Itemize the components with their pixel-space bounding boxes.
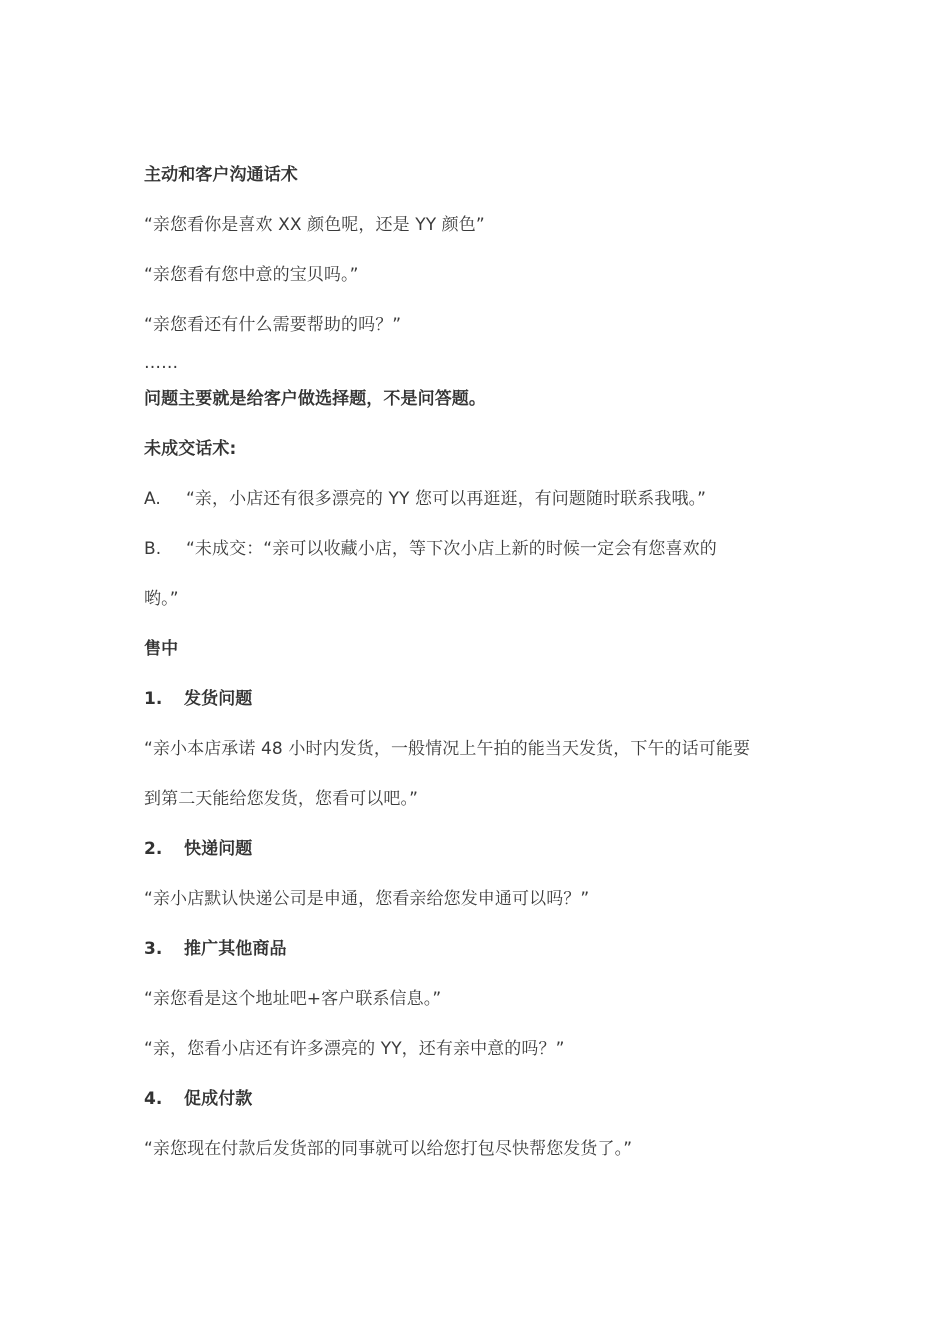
proactive-line: “亲您看你是喜欢 XX 颜色呢，还是 YY 颜色” — [144, 215, 485, 235]
list-item-text: “未成交：“亲可以收藏小店，等下次小店上新的时候一定会有您喜欢的 — [186, 539, 717, 559]
section-title: 促成付款 — [184, 1089, 253, 1109]
section-title: 推广其他商品 — [184, 939, 287, 959]
list-marker: A. — [144, 489, 161, 509]
section-heading-courier — [144, 838, 252, 860]
section-heading-payment — [144, 1088, 252, 1110]
section-number: 2. — [144, 839, 163, 859]
heading-no-deal: 未成交话术: — [144, 439, 237, 459]
proactive-line: “亲您看有您中意的宝贝吗。” — [144, 265, 359, 285]
heading-in-sale: 售中 — [144, 639, 179, 659]
no-deal-item-a — [144, 488, 706, 510]
section-line: “亲您现在付款后发货部的同事就可以给您打包尽快帮您发货了。” — [144, 1139, 633, 1159]
section-line: “亲您看是这个地址吧+客户联系信息。” — [144, 989, 442, 1009]
no-deal-item-b-continuation: 哟。” — [144, 589, 179, 609]
section-number: 4. — [144, 1089, 163, 1109]
proactive-line: “亲您看还有什么需要帮助的吗？” — [144, 315, 402, 335]
section-line: “亲小本店承诺 48 小时内发货，一般情况上午拍的能当天发货，下午的话可能要 — [144, 739, 751, 759]
list-item-text: “亲，小店还有很多漂亮的 YY 您可以再逛逛，有问题随时联系我哦。” — [186, 489, 707, 509]
list-marker: B. — [144, 539, 162, 559]
section-title: 发货问题 — [184, 689, 253, 709]
section-line: “亲小店默认快递公司是申通，您看亲给您发申通可以吗？” — [144, 889, 590, 909]
section-title: 快递问题 — [184, 839, 253, 859]
section-heading-promotion — [144, 938, 287, 960]
section-line: 到第二天能给您发货，您看可以吧。” — [144, 789, 419, 809]
proactive-summary: 问题主要就是给客户做选择题，不是问答题。 — [144, 389, 486, 409]
no-deal-item-b — [144, 538, 717, 560]
heading-proactive-communication: 主动和客户沟通话术 — [144, 165, 298, 185]
ellipsis-line: …… — [144, 353, 179, 373]
section-heading-shipping — [144, 688, 252, 710]
section-number: 3. — [144, 939, 163, 959]
section-line: “亲，您看小店还有许多漂亮的 YY，还有亲中意的吗？” — [144, 1039, 565, 1059]
section-number: 1. — [144, 689, 163, 709]
